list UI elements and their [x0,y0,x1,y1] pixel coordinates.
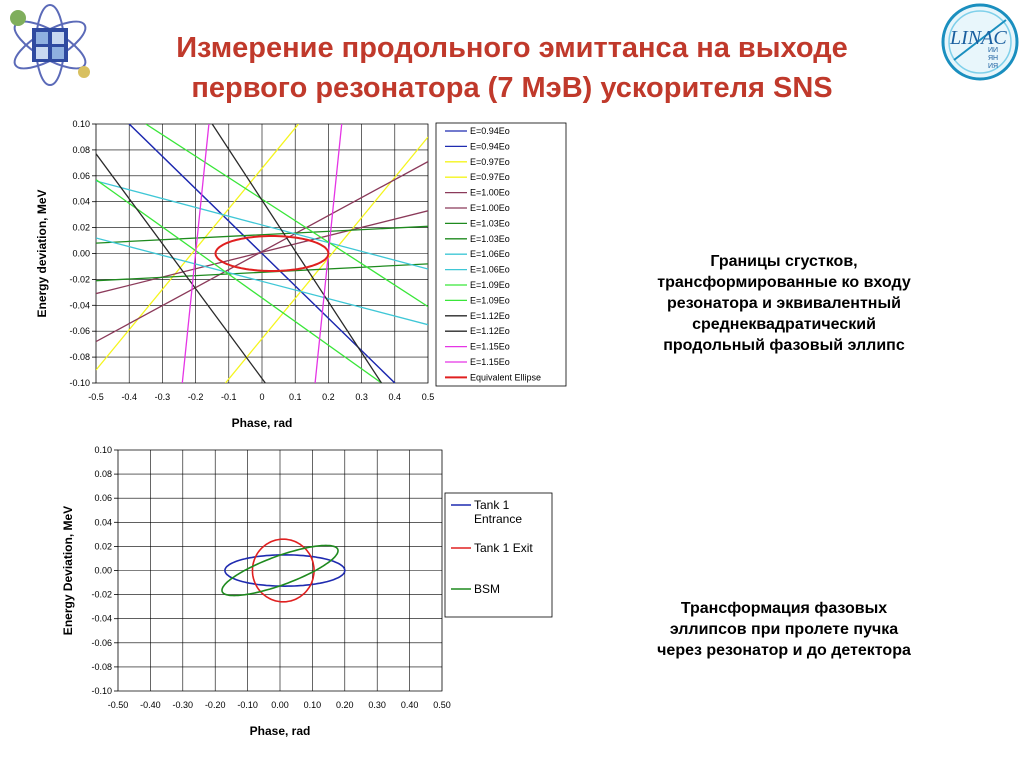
legend-entry: E=1.15Eo [470,341,510,352]
legend-entry: E=1.03Eo [470,233,510,244]
x-axis-title: Phase, rad [249,724,311,738]
y-tick-label: -0.08 [69,352,90,363]
y-tick-label: -0.06 [91,637,112,648]
legend-entry: Tank 1 [474,498,510,512]
legend-entry: Tank 1 Exit [474,541,533,555]
y-tick-label: -0.08 [91,661,112,672]
caption-1-line: Границы сгустков, [710,253,858,270]
caption-2-line: Трансформация фазовых [680,600,888,617]
y-tick-label: 0.02 [94,541,112,552]
x-tick-label: 0.20 [336,700,354,710]
chart-1-legend [436,123,566,386]
y-tick-label: -0.10 [91,686,112,696]
caption-1-line: среднеквадратический [692,316,876,333]
x-tick-label: 0 [259,392,265,402]
x-tick-label: 0.5 [421,392,435,402]
linac-logo-line-2: ЯН [988,55,999,62]
y-tick-label: 0.06 [94,493,112,504]
y-tick-label: -0.04 [91,613,112,624]
y-axis-title: Energy Deviation, MeV [61,505,75,636]
x-tick-label: -0.10 [237,700,258,710]
y-tick-label: 0.00 [94,565,112,576]
x-tick-label: 0.4 [388,392,402,402]
x-tick-label: -0.30 [172,700,194,710]
caption-2-line: эллипсов при пролете пучка [669,621,899,638]
y-tick-label: 0.08 [72,144,90,155]
y-tick-label: 0.06 [72,170,90,181]
x-axis-title: Phase, rad [231,416,293,430]
y-tick-label: 0.10 [72,119,90,129]
x-tick-label: -0.3 [154,392,171,402]
y-axis-title: Energy deviation, MeV [35,189,49,318]
y-tick-label: -0.10 [69,378,90,388]
legend-entry: Entrance [474,512,523,526]
y-tick-label: 0.02 [72,222,90,233]
x-tick-label: -0.20 [204,700,226,710]
y-tick-label: 0.08 [94,469,112,480]
linac-logo-text: LINAC [950,27,1007,49]
legend-entry: BSM [474,582,501,596]
legend-entry: E=0.94Eo [470,126,510,136]
legend-entry: E=1.15Eo [470,357,510,367]
legend-entry: E=1.03Eo [470,218,510,229]
y-tick-label: 0.10 [94,445,112,455]
chart-2 [61,445,552,738]
y-tick-label: -0.04 [69,300,90,311]
x-tick-label: 0.10 [303,700,322,710]
legend-entry: E=1.00Eo [470,203,510,213]
legend-entry: E=1.09Eo [470,295,510,306]
legend-entry: E=0.97Eo [470,156,510,167]
x-tick-label: 0.40 [400,700,419,710]
x-tick-label: 0.1 [288,392,302,402]
legend-entry: E=0.94Eo [470,141,510,152]
x-tick-label: -0.40 [140,700,161,710]
x-tick-label: -0.5 [88,392,104,402]
x-tick-label: -0.50 [107,700,129,710]
chart-1 [35,119,566,430]
x-tick-label: -0.2 [187,392,204,402]
x-tick-label: 0.50 [433,700,451,710]
x-tick-label: 0.3 [355,392,368,402]
legend-entry: E=0.97Eo [470,172,510,183]
legend-entry: E=1.12Eo [470,310,510,321]
y-tick-label: 0.00 [72,248,90,259]
slide-title-line-1: Измерение продольного эмиттанса на выходе [176,32,848,64]
y-tick-label: -0.06 [69,326,90,337]
legend-entry: E=1.06Eo [470,264,510,275]
legend-entry: E=1.12Eo [470,326,510,337]
x-tick-label: 0.2 [322,392,335,402]
caption-1-line: продольный фазовый эллипс [663,337,905,354]
slide-title-line-2: первого резонатора (7 МэВ) ускорителя SNS [191,72,833,104]
caption-1-line: резонатора и эквивалентный [667,295,901,312]
caption-2-line: через резонатор и до детектора [657,642,911,659]
legend-entry: E=1.09Eo [470,280,510,290]
legend-entry: Equivalent Ellipse [470,372,542,383]
x-tick-label: 0.00 [271,700,289,710]
y-tick-label: 0.04 [94,517,112,528]
x-tick-label: 0.30 [368,700,386,710]
y-tick-label: -0.02 [91,589,112,600]
chart-2-legend [445,493,552,617]
caption-1-line: трансформированные ко входу [657,274,911,291]
legend-entry: E=1.00Eo [470,187,510,198]
legend-entry: E=1.06Eo [470,249,510,260]
linac-logo-line-3: ИЯ [988,63,999,70]
x-tick-label: -0.1 [221,392,237,402]
y-tick-label: -0.02 [69,274,90,285]
y-tick-label: 0.04 [72,196,90,207]
linac-logo-line-1: ИИ [988,47,999,54]
x-tick-label: -0.4 [121,392,137,402]
